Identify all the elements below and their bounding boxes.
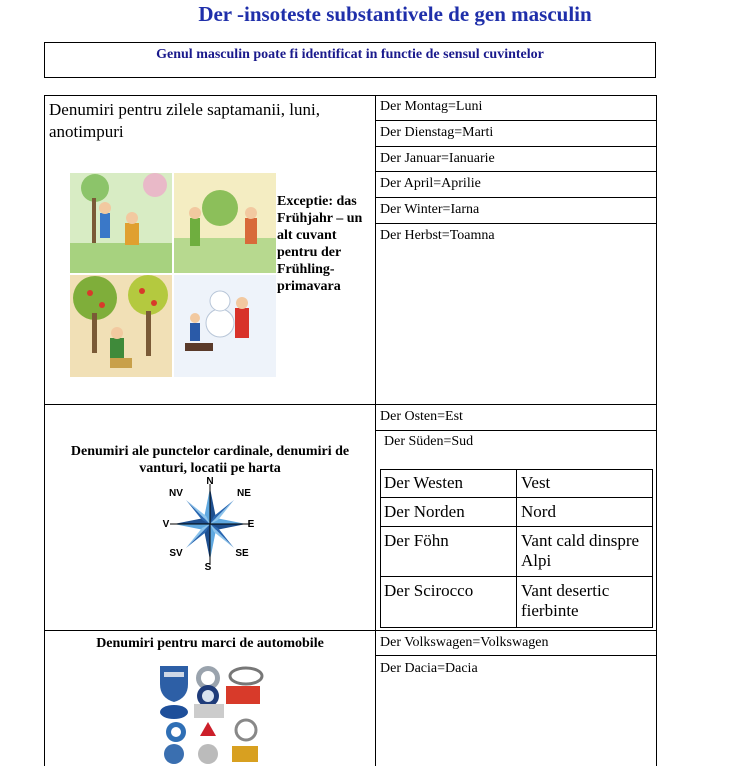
- page-title: Der -insoteste substantivele de gen masculin: [198, 2, 592, 26]
- item-text: Der Volkswagen=Volkswagen: [380, 635, 549, 650]
- seasons-illustration: [70, 173, 276, 377]
- subtable-meaning: Vant cald dinspre Alpi: [521, 531, 640, 570]
- section-label-cars: Denumiri pentru marci de automobile: [96, 636, 324, 651]
- subtable-meaning: Vant desertic fierbinte: [521, 581, 610, 620]
- subtable-term: Der Westen: [384, 473, 464, 492]
- section-label-directions: Denumiri ale punctelor cardinale, denumiri de vanturi, locatii pe harta: [70, 444, 350, 476]
- compass-s-label: S: [204, 562, 212, 572]
- car-logos-image: [158, 664, 264, 766]
- subtable-meaning: Nord: [521, 502, 556, 521]
- item-text: Der April=Aprilie: [380, 176, 481, 191]
- compass-sv-label: SV: [169, 548, 183, 559]
- item-text: Der Montag=Luni: [380, 99, 483, 114]
- compass-n-label: N: [206, 476, 214, 487]
- subtable-term: Der Scirocco: [384, 581, 474, 600]
- subtable-term: Der Norden: [384, 502, 465, 521]
- subtitle: Genul masculin poate fi identificat in functie de sensul cuvintelor: [156, 47, 544, 62]
- compass-nv-label: NV: [169, 488, 183, 499]
- item-text: Der Süden=Sud: [384, 434, 474, 449]
- item-text: Der Januar=Ianuarie: [380, 151, 495, 166]
- item-text: Der Winter=Iarna: [380, 202, 480, 217]
- section-label-days: Denumiri pentru zilele saptamanii, luni, anotimpuri: [49, 100, 320, 141]
- exception-note: Exceptie: das Frühjahr – un alt cuvant pentru der Frühling-primavara: [277, 194, 363, 294]
- item-text: Der Osten=Est: [380, 409, 463, 424]
- item-text: Der Dienstag=Marti: [380, 125, 494, 140]
- subtable-term: Der Föhn: [384, 531, 449, 550]
- item-text: Der Dacia=Dacia: [380, 661, 478, 676]
- item-text: Der Herbst=Toamna: [380, 228, 495, 243]
- compass-ne-label: NE: [237, 488, 251, 499]
- compass-v-label: V: [162, 519, 170, 530]
- compass-e-label: E: [247, 519, 255, 530]
- subtable-meaning: Vest: [521, 473, 551, 492]
- compass-se-label: SE: [235, 548, 249, 559]
- compass-rose: [162, 476, 258, 572]
